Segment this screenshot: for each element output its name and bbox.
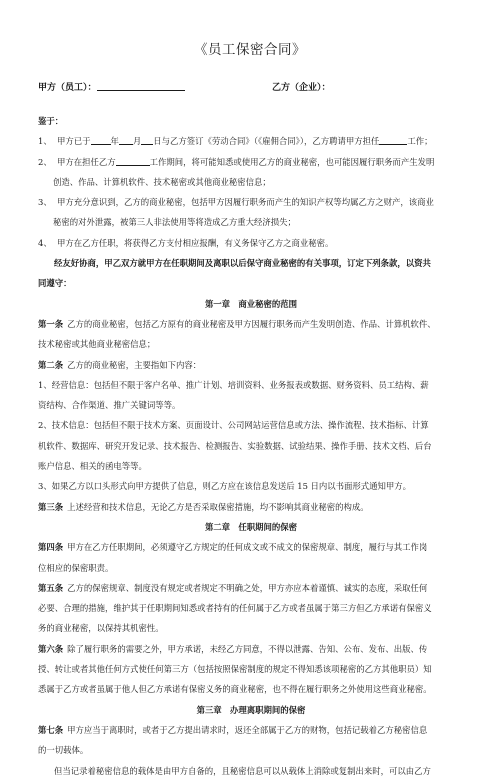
agreement-statement-cont: 同遵守： bbox=[38, 278, 72, 289]
party-b-line bbox=[272, 80, 331, 93]
article-4: 第四条 甲方在乙方任职期间，必须遵守乙方规定的任何成文或不成文的保密规章、制度，履行与其工作岗 bbox=[38, 542, 428, 553]
article-4-cont: 位相应的保密职责。 bbox=[38, 562, 114, 573]
day-blank[interactable] bbox=[141, 136, 153, 145]
year-blank[interactable] bbox=[91, 136, 111, 145]
article-6-cont: 授、转让或者其他任何方式使任何第三方（包括按照保密制度的规定不得知悉该项秘密的乙方其他职员）知 bbox=[38, 664, 432, 675]
article-7: 第七条 甲方应当于离职时，或者于乙方提出请求时，返还全部属于乙方的财物，包括记载着乙方秘密信息 bbox=[38, 724, 428, 735]
contract-body bbox=[38, 111, 464, 781]
article-5: 第五条 乙方的保密规章、制度没有规定或者规定不明确之处，甲方亦应本着谨慎、诚实的态度，采取任何 bbox=[38, 582, 428, 593]
agreement-statement: 经友好协商，甲乙双方就甲方在任职期间及离职以后保守商业秘密的有关事项，订定下列条款，以资共 bbox=[54, 258, 431, 269]
item-1: 1、经营信息：包括但不限于客户名单、推广计划、培训资料、业务报表或数据、财务资料、员工结构、薪 bbox=[38, 379, 429, 390]
role-blank[interactable] bbox=[116, 157, 150, 166]
position-blank[interactable] bbox=[379, 136, 407, 145]
article-6: 第六条 除了履行职务的需要之外，甲方承诺，未经乙方同意，不得以泄露、告知、公布、发布、出版、传 bbox=[38, 643, 428, 654]
item-2: 2、技术信息：包括但不限于技术方案、页面设计、公司网站运营信息或方法、操作流程、技术指标、计算 bbox=[38, 420, 429, 431]
party-b-label: 乙方（企业）： bbox=[272, 83, 331, 93]
article-5-cont-2: 务的商业秘密，以保持其机密性。 bbox=[38, 623, 164, 634]
item-2-cont-2: 账户信息、相关的函电等等。 bbox=[38, 461, 147, 472]
article-6-cont-2: 悉属于乙方或者虽属于他人但乙方承诺有保密义务的商业秘密，也不得在履行职务之外使用这些商业秘密。 bbox=[38, 684, 432, 695]
chapter-3-heading: 第三章 办理离职期间的保密 bbox=[196, 704, 306, 715]
article-1-cont: 技术秘密或其他商业秘密信息； bbox=[38, 339, 156, 350]
recital-3-cont: 秘密的对外泄露，被第三人非法使用等将造成乙方重大经济损失； bbox=[53, 217, 296, 228]
party-a-label: 甲方（员工）： bbox=[38, 83, 97, 93]
article-5-cont: 必要、合理的措施，维护其于任职期间知悉或者持有的任何属于乙方或者虽属于第三方但乙方承诺有保密义 bbox=[38, 603, 432, 614]
item-2-cont: 机软件、数据库、研究开发记录、技术报告、检测报告、实验数据、试验结果、操作手册、技术文档、后台 bbox=[38, 440, 432, 451]
recital-4: 4、 甲方在乙方任职，将获得乙方支付相应报酬，有义务保守乙方之商业秘密。 bbox=[38, 237, 334, 248]
recitals-heading: 鉴于： bbox=[38, 116, 64, 126]
item-1-cont: 资结构、合作渠道、推广关键词等等。 bbox=[38, 400, 181, 411]
recital-2: 2、 甲方在担任乙方 工作期间，将可能知悉或使用乙方的商业秘密，也可能因履行职务而产生发明 bbox=[38, 156, 435, 167]
recital-1: 1、 甲方已于 年 月 日与乙方签订《劳动合同》（《雇佣合同》），乙方聘请甲方担任 工作； bbox=[38, 136, 433, 147]
chapter-1-heading: 第一章 商业秘密的范围 bbox=[204, 298, 298, 309]
recital-2-cont: 创造、作品、计算机软件、技术秘密或其他商业秘密信息； bbox=[53, 176, 271, 187]
article-1: 第一条 乙方的商业秘密，包括乙方原有的商业秘密及甲方因履行职务而产生发明创造、作品、计算机软件、 bbox=[38, 318, 436, 329]
month-blank[interactable] bbox=[119, 136, 133, 145]
recital-3: 3、 甲方充分意识到，乙方的商业秘密，包括甲方因履行职务而产生的知识产权等均属乙方之财产，该商业 bbox=[38, 197, 434, 208]
document-title: 《员工保密合同》 bbox=[194, 42, 306, 58]
article-3: 第三条 上述经营和技术信息，无论乙方是否采取保密措施，均不影响其商业秘密的构成。 bbox=[38, 501, 369, 512]
chapter-2-heading: 第二章 任职期间的保密 bbox=[204, 521, 298, 532]
party-a-line bbox=[38, 80, 185, 93]
article-7-cont: 的一切载体。 bbox=[38, 745, 89, 756]
article-2: 第二条 乙方的商业秘密，主要指如下内容： bbox=[38, 359, 202, 370]
party-a-blank[interactable] bbox=[97, 81, 185, 91]
article-7-para-2: 但当记录着秘密信息的载体是由甲方自备的，且秘密信息可以从载体上消除或复制出来时，可以由乙方 bbox=[54, 765, 431, 776]
item-3: 3、如果乙方以口头形式向甲方提供了信息，则乙方应在该信息发送后 15 日内以书面形式通知甲方。 bbox=[38, 481, 412, 492]
